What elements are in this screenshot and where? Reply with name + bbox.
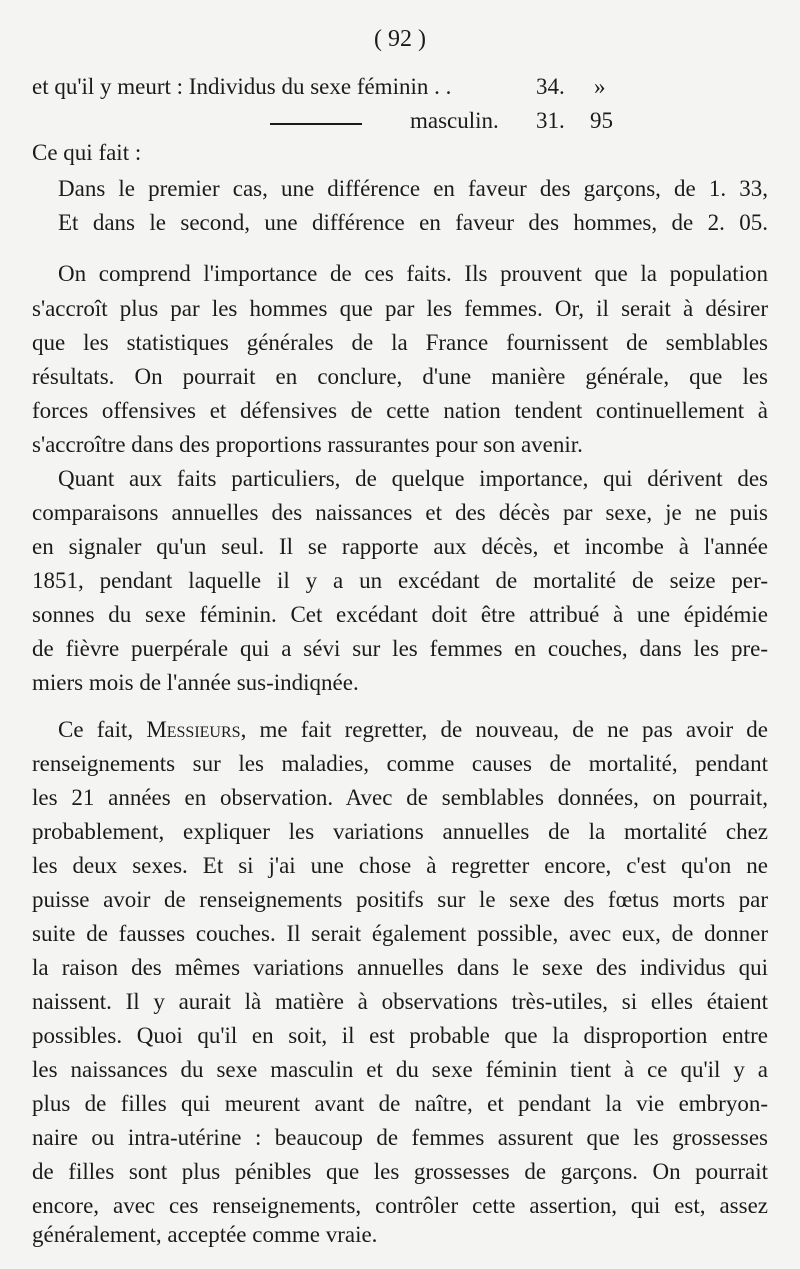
- paragraph-1-line: s'accroître dans des proportions rassurantes pour son avenir.: [32, 432, 583, 457]
- paragraph-2-line: miers mois de l'année sus-indiqnée.: [32, 670, 359, 695]
- line-1-text: et qu'il y meurt : Individus du sexe féminin . .: [32, 74, 452, 99]
- paragraph-3-line: naire ou intra-utérine : beaucoup de femmes assurent que les grossesses: [32, 1125, 768, 1150]
- paragraph-3-line: de filles sont plus pénibles que les grossesses de garçons. On pourrait: [32, 1159, 768, 1184]
- text-line-1: [32, 70, 451, 104]
- paragraph-3-line: encore, avec ces renseignements, contrôler cette assertion, qui est, assez: [32, 1193, 768, 1218]
- paragraph-3-line: la raison des mêmes variations annuelles dans le sexe des individus qui: [32, 955, 768, 980]
- p3-post: , me fait regretter, de nouveau, de ne pas avoir de: [240, 717, 768, 742]
- paragraph-3-line: renseignements sur les maladies, comme causes de mortalité, pendant: [32, 751, 768, 776]
- paragraph-3-line: les naissances du sexe masculin et du sexe féminin tient à ce qu'il y a: [32, 1057, 768, 1082]
- paragraph-2-line: 1851, pendant laquelle il y a un excédant de mortalité de seize per-: [32, 568, 768, 593]
- paragraph-3-line: plus de filles qui meurent avant de naître, et pendant la vie embryon-: [32, 1091, 768, 1116]
- paragraph-3-line: possibles. Quoi qu'il en soit, il est probable que la disproportion entre: [32, 1023, 768, 1048]
- paragraph-3-line: puisse avoir de renseignements positifs sur le sexe des fœtus morts par: [32, 887, 768, 912]
- paragraph-3-first-line: [58, 713, 768, 747]
- paragraph-1-line: s'accroît plus par les hommes que par les femmes. Or, il serait à désirer: [32, 296, 768, 321]
- ditto-dash: [270, 123, 362, 125]
- text-line-4: Dans le premier cas, une différence en faveur des garçons, de 1. 33,: [58, 176, 768, 201]
- paragraph-3-line: les 21 années en observation. Avec de semblables données, on pourrait,: [32, 785, 768, 810]
- paragraph-3-line: suite de fausses couches. Il serait également possible, avec eux, de donner: [32, 921, 768, 946]
- value-masculin: 31.: [536, 108, 565, 133]
- paragraph-1-line: forces offensives et défensives de cette nation tendent continuellement à: [32, 398, 768, 423]
- value-masculin-decimal: 95: [590, 108, 613, 133]
- paragraph-2-line: de fièvre puerpérale qui a sévi sur les femmes en couches, dans les pre-: [32, 636, 768, 661]
- value-feminin-decimal: »: [594, 74, 606, 99]
- page-number: ( 92 ): [374, 26, 426, 52]
- paragraph-2-line: comparaisons annuelles des naissances et des décès par sexe, je ne puis: [32, 500, 768, 525]
- label-masculin: masculin.: [410, 108, 499, 133]
- paragraph-1-line: résultats. On pourrait en conclure, d'une manière générale, que les: [32, 364, 768, 389]
- value-feminin: 34.: [536, 74, 565, 99]
- paragraph-3-line: probablement, expliquer les variations annuelles de la mortalité chez: [32, 819, 768, 844]
- paragraph-3-line: naissent. Il y aurait là matière à observations très-utiles, si elles étaient: [32, 989, 768, 1014]
- paragraph-2-line: en signaler qu'un seul. Il se rapporte aux décès, et incombe à l'année: [32, 534, 768, 559]
- paragraph-1-line: On comprend l'importance de ces faits. Ils prouvent que la population: [58, 261, 768, 286]
- paragraph-2-line: Quant aux faits particuliers, de quelque importance, qui dérivent des: [58, 466, 768, 491]
- text-line-3: Ce qui fait :: [32, 140, 142, 165]
- p3-pre: Ce fait,: [58, 717, 147, 742]
- paragraph-2-line: sonnes du sexe féminin. Cet excédant doit être attribué à une épidémie: [32, 602, 768, 627]
- paragraph-3-last-line: généralement, acceptée comme vraie.: [32, 1222, 378, 1247]
- p3-messieurs: Messieurs: [146, 717, 241, 742]
- text-line-5: Et dans le second, une différence en faveur des hommes, de 2. 05.: [58, 210, 768, 235]
- paragraph-1-line: que les statistiques générales de la France fournissent de semblables: [32, 330, 768, 355]
- paragraph-3-line: les deux sexes. Et si j'ai une chose à regretter encore, c'est qu'on ne: [32, 853, 768, 878]
